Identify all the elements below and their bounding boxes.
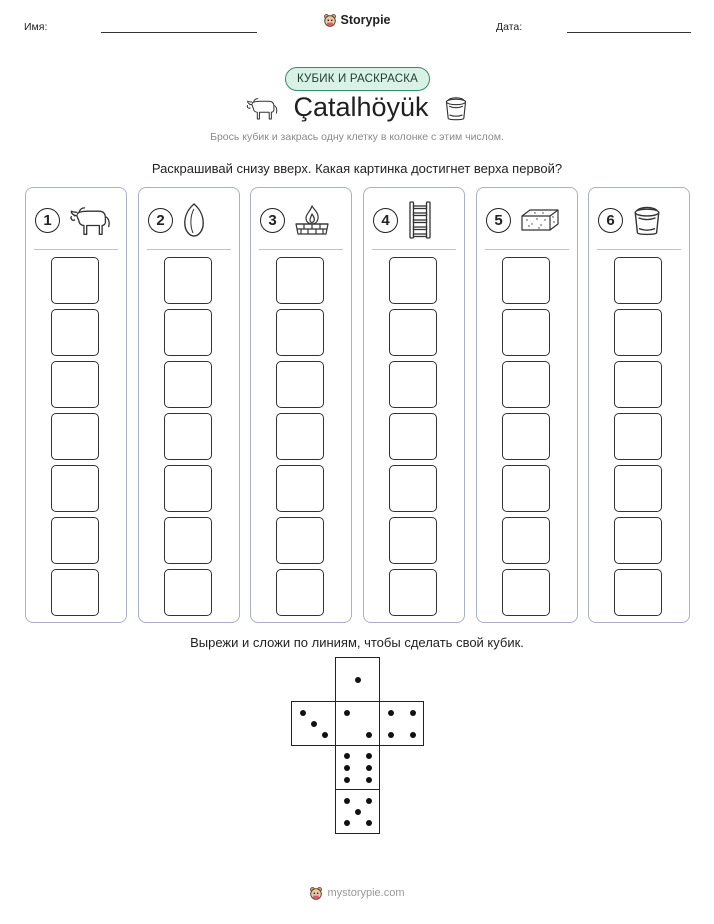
storypie-logo-icon: [323, 13, 337, 27]
name-label: Имя:: [24, 21, 48, 33]
color-cell[interactable]: [164, 361, 212, 408]
color-cell[interactable]: [51, 413, 99, 460]
color-cell[interactable]: [164, 465, 212, 512]
color-cell[interactable]: [614, 413, 662, 460]
die-number: 5: [486, 208, 511, 233]
die-pip: [344, 765, 350, 771]
column-divider: [485, 249, 569, 250]
die-pip: [388, 710, 394, 716]
die-pip: [300, 710, 306, 716]
color-cell[interactable]: [164, 517, 212, 564]
color-cell[interactable]: [164, 413, 212, 460]
die-pip: [344, 820, 350, 826]
die-number: 2: [148, 208, 173, 233]
die-pip: [344, 777, 350, 783]
color-cell[interactable]: [51, 517, 99, 564]
die-number: 4: [373, 208, 398, 233]
color-cell[interactable]: [614, 257, 662, 304]
subtitle: Брось кубик и закрась одну клетку в колонке с этим числом.: [210, 131, 504, 143]
die-number: 6: [598, 208, 623, 233]
die-face-1: [335, 657, 380, 702]
die-pip: [366, 732, 372, 738]
die-pip: [366, 777, 372, 783]
column-header: [598, 201, 683, 239]
die-pip: [366, 820, 372, 826]
column-1: [25, 187, 127, 623]
die-pip: [410, 710, 416, 716]
column-4: [363, 187, 465, 623]
storypie-logo-icon: [309, 886, 323, 900]
column-2: [138, 187, 240, 623]
color-cell[interactable]: [276, 257, 324, 304]
column-divider: [147, 249, 231, 250]
die-pip: [344, 710, 350, 716]
die-pip: [311, 721, 317, 727]
die-pip: [344, 753, 350, 759]
color-cell[interactable]: [502, 361, 550, 408]
color-cell[interactable]: [276, 517, 324, 564]
color-cell[interactable]: [276, 413, 324, 460]
die-face-2: [335, 701, 380, 746]
column-header: [486, 201, 571, 239]
bull-icon: [245, 94, 279, 122]
die-number: 1: [35, 208, 60, 233]
color-cell[interactable]: [614, 361, 662, 408]
die-pip: [388, 732, 394, 738]
color-cell[interactable]: [164, 569, 212, 616]
brand: [0, 13, 714, 27]
title-row: [0, 92, 714, 123]
die-face-4: [379, 701, 424, 746]
die-pip: [355, 677, 361, 683]
column-6: [588, 187, 690, 623]
ladder-icon: [406, 201, 434, 239]
fire-pit-icon: [293, 202, 331, 238]
color-cell[interactable]: [502, 569, 550, 616]
die-pip: [355, 809, 361, 815]
column-header: [148, 201, 233, 239]
color-cell[interactable]: [502, 413, 550, 460]
color-cell[interactable]: [502, 517, 550, 564]
color-cell[interactable]: [164, 257, 212, 304]
color-cell[interactable]: [389, 361, 437, 408]
color-cell[interactable]: [389, 309, 437, 356]
color-cell[interactable]: [389, 413, 437, 460]
color-cell[interactable]: [276, 465, 324, 512]
almond-icon: [181, 202, 207, 238]
color-cell[interactable]: [614, 309, 662, 356]
die-face-3: [291, 701, 336, 746]
column-header: [35, 201, 120, 239]
color-cell[interactable]: [276, 569, 324, 616]
color-cell[interactable]: [389, 465, 437, 512]
color-cell[interactable]: [276, 309, 324, 356]
date-label: Дата:: [496, 21, 523, 33]
footer: [0, 886, 714, 900]
die-pip: [366, 753, 372, 759]
column-header: [373, 201, 458, 239]
color-cell[interactable]: [389, 569, 437, 616]
column-5: [476, 187, 578, 623]
color-cell[interactable]: [51, 257, 99, 304]
color-cell[interactable]: [389, 257, 437, 304]
column-divider: [372, 249, 456, 250]
die-pip: [366, 765, 372, 771]
die-pip: [344, 798, 350, 804]
color-cell[interactable]: [502, 465, 550, 512]
color-cell[interactable]: [51, 309, 99, 356]
column-divider: [259, 249, 343, 250]
die-pip: [322, 732, 328, 738]
bucket-icon: [443, 94, 469, 122]
mud-brick-icon: [519, 205, 561, 235]
die-face-5: [335, 789, 380, 834]
color-cell[interactable]: [614, 517, 662, 564]
brand-name: Storypie: [340, 13, 391, 27]
instruction-prompt: Раскрашивай снизу вверх. Какая картинка достигнет верха первой?: [151, 161, 563, 176]
cut-instruction: Вырежи и сложи по линиям, чтобы сделать свой кубик.: [190, 635, 524, 650]
die-pip: [366, 798, 372, 804]
column-divider: [34, 249, 118, 250]
color-cell[interactable]: [51, 465, 99, 512]
color-cell[interactable]: [51, 569, 99, 616]
column-header: [260, 201, 345, 239]
page-title: Çatalhöyük: [293, 92, 429, 122]
color-cell[interactable]: [502, 309, 550, 356]
activity-badge: КУБИК И РАСКРАСКА: [285, 67, 430, 91]
column-divider: [597, 249, 681, 250]
color-cell[interactable]: [502, 257, 550, 304]
bull-icon: [68, 201, 112, 239]
color-cell[interactable]: [51, 361, 99, 408]
color-cell[interactable]: [614, 569, 662, 616]
die-pip: [410, 732, 416, 738]
footer-url: mystorypie.com: [327, 887, 405, 899]
die-number: 3: [260, 208, 285, 233]
color-cell[interactable]: [389, 517, 437, 564]
date-line[interactable]: [567, 32, 691, 33]
color-cell[interactable]: [276, 361, 324, 408]
column-3: [250, 187, 352, 623]
color-cell[interactable]: [164, 309, 212, 356]
name-line[interactable]: [101, 32, 257, 33]
bucket-icon: [631, 201, 663, 239]
color-cell[interactable]: [614, 465, 662, 512]
die-face-6: [335, 745, 380, 790]
